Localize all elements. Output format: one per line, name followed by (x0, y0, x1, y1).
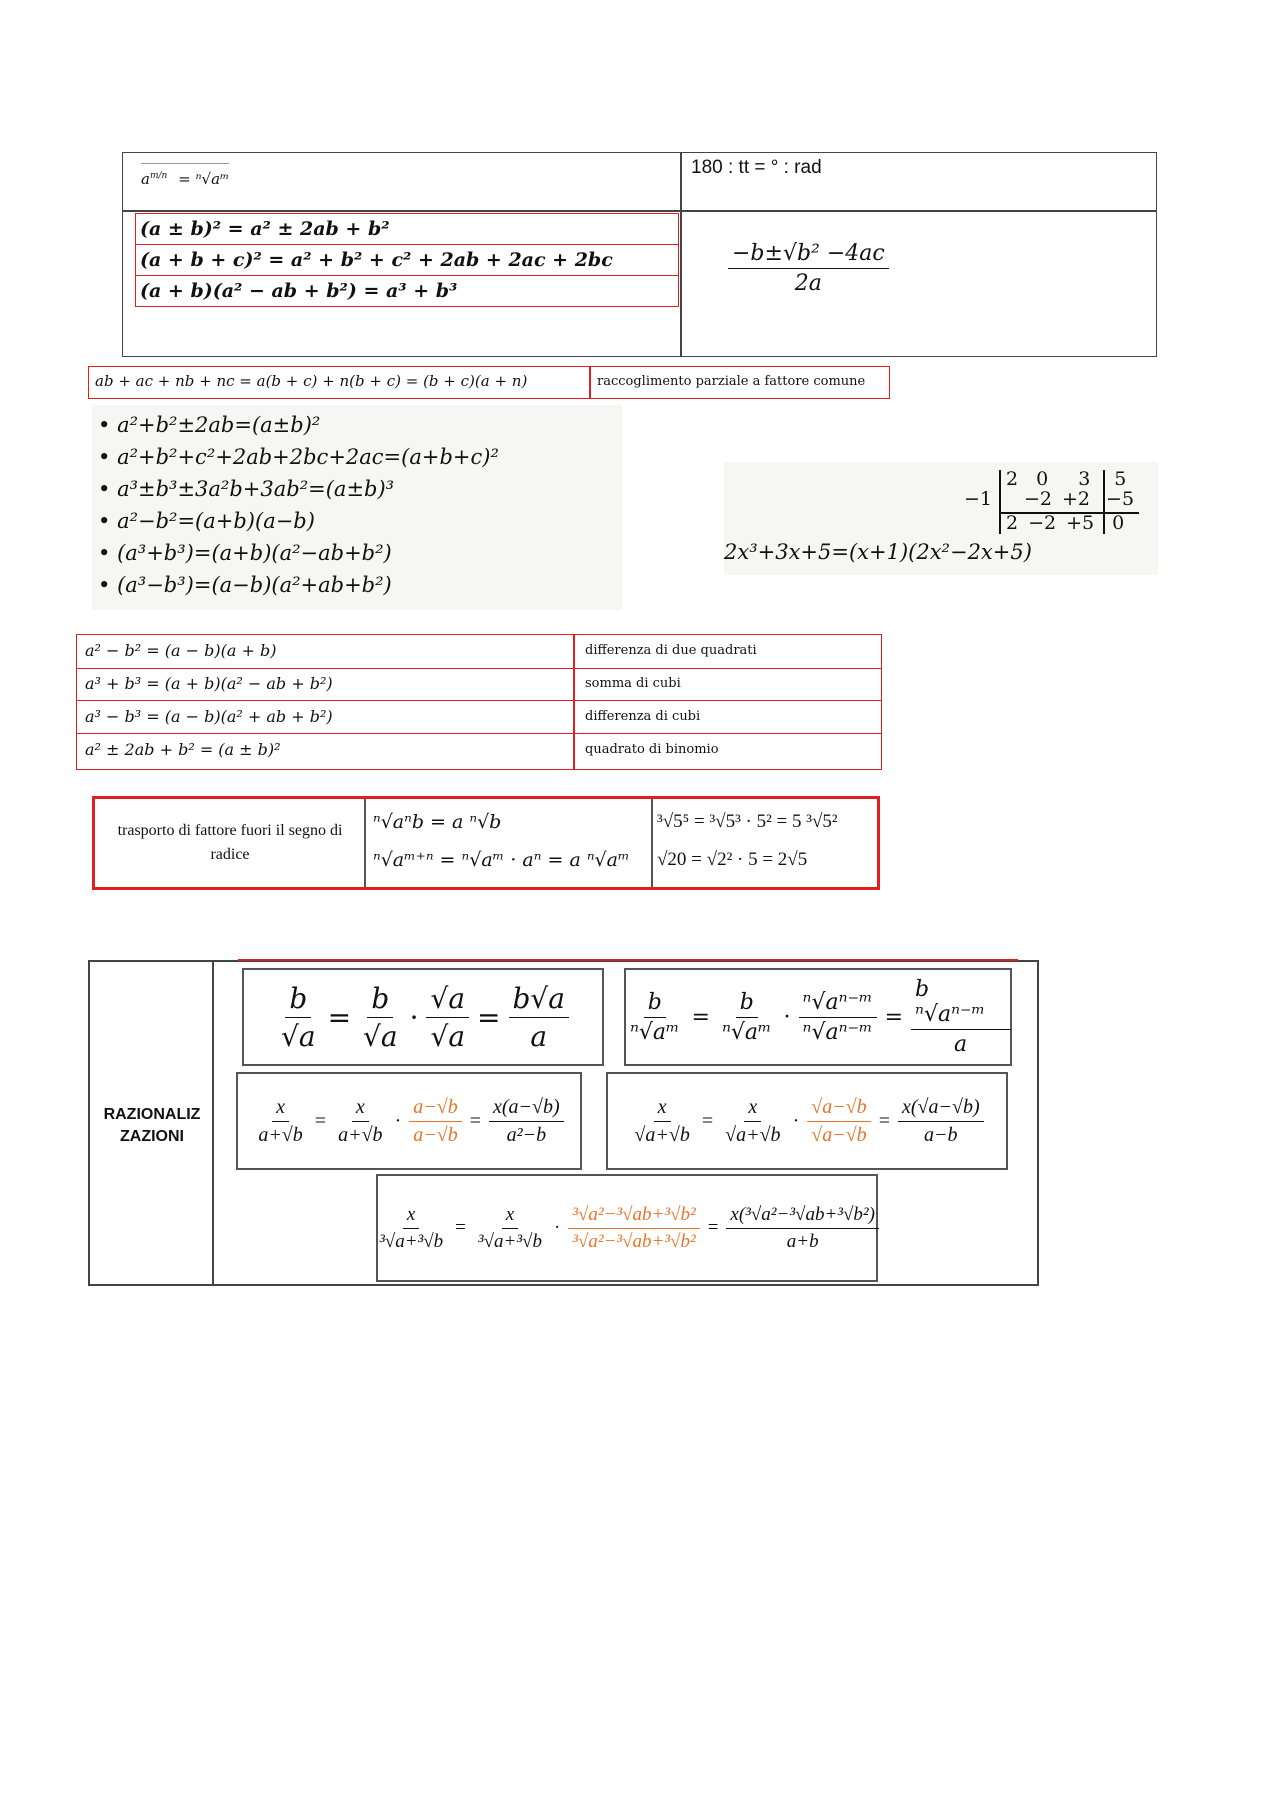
transport-rule2: ⁿ√aᵐ⁺ⁿ = ⁿ√aᵐ · aⁿ = a ⁿ√aᵐ (373, 849, 630, 871)
denominator: √a+√b (725, 1123, 781, 1146)
transport-div2 (651, 799, 653, 887)
numerator: x (352, 1096, 369, 1122)
angle-conversion: 180 : tt = ° : rad (691, 157, 822, 178)
grouping-label: raccoglimento parziale a fattore comune (597, 374, 866, 389)
denominator: ⁿ√aᵐ (721, 1019, 772, 1045)
denominator: a²−b (506, 1123, 547, 1146)
denominator: √a (430, 1019, 466, 1053)
numerator: x (654, 1096, 671, 1122)
denominator: a−√b (413, 1123, 458, 1146)
grouping-divider (589, 367, 591, 398)
grouping-row (88, 366, 890, 399)
transport-rule1: ⁿ√aⁿb = a ⁿ√b (373, 811, 502, 833)
factor-formula: a² ± 2ab + b² = (a ± b)² (85, 740, 281, 759)
factor-row (77, 668, 881, 701)
numerator: a−√b (409, 1096, 461, 1122)
ruffini-value: 0 (1112, 512, 1125, 534)
equals-sign: = (477, 1000, 501, 1034)
factor-name: quadrato di binomio (585, 742, 719, 757)
factor-formula: a³ + b³ = (a + b)(a² − ab + b²) (85, 674, 333, 693)
numerator: b (367, 982, 393, 1018)
power-root-lhs: a (141, 170, 150, 188)
transport-table (92, 796, 880, 890)
denominator: ³√a²−³√ab+³√b² (572, 1230, 696, 1252)
factor-name: differenza di due quadrati (585, 643, 757, 658)
equals-sign: = (314, 1109, 327, 1132)
equals-sign: = (455, 1217, 466, 1238)
top-table-hdivider (123, 210, 1156, 212)
factor-name: differenza di cubi (585, 709, 701, 724)
numerator: √a−√b (807, 1096, 870, 1122)
denominator: a−b (924, 1123, 958, 1146)
numerator: x (502, 1204, 518, 1229)
ruffini-value: −2 (1028, 512, 1057, 534)
ruffini-value: +5 (1066, 512, 1095, 534)
dot-operator: · (409, 1000, 419, 1034)
denominator: √a (281, 1019, 316, 1053)
factor-formula: a³ − b³ = (a − b)(a² + ab + b²) (85, 707, 333, 726)
equals-sign: = (327, 1000, 352, 1034)
fraction (375, 1204, 447, 1253)
numerator: ³√a²−³√ab+³√b² (568, 1204, 699, 1229)
factor-row (77, 701, 881, 734)
ruffini-value: +2 (1062, 488, 1091, 510)
product-item: (a + b)(a² − ab + b²) = a³ + b³ (135, 276, 679, 307)
grouping-formula: ab + ac + nb + nc = a(b + c) + n(b + c) = (b + c)(a + n) (95, 372, 528, 390)
denominator: a+√b (258, 1123, 303, 1146)
ruffini-row3 (1006, 512, 1124, 534)
numerator: x (744, 1096, 761, 1122)
fraction (626, 990, 684, 1045)
identity-item: • (a³−b³)=(a−b)(a²+ab+b²) (98, 573, 392, 597)
fraction (409, 1096, 461, 1147)
power-root-exponent: m/n (149, 171, 168, 181)
transport-div1 (364, 799, 366, 887)
numerator: √a (426, 982, 469, 1018)
ruffini-result: 2x³+3x+5=(x+1)(2x²−2x+5) (724, 540, 1032, 564)
identity-item: • a²+b²+c²+2ab+2bc+2ac=(a+b+c)² (98, 445, 499, 469)
equals-sign: = (691, 1004, 710, 1030)
rationalization-divider (212, 962, 214, 1284)
top-table-vdivider (680, 153, 682, 356)
product-item: (a ± b)² = a² ± 2ab + b² (135, 213, 679, 245)
numerator: b (285, 982, 311, 1018)
numerator: x(a−√b) (489, 1096, 564, 1122)
identity-text: a²+b²+c²+2ab+2bc+2ac=(a+b+c)² (117, 445, 499, 469)
fraction (568, 1204, 699, 1253)
ruffini-coef: 3 (1078, 468, 1091, 490)
identity-text: (a³+b³)=(a+b)(a²−ab+b²) (117, 541, 392, 565)
fraction (799, 990, 877, 1045)
identity-item: • a²+b²±2ab=(a±b)² (98, 413, 321, 437)
identity-item: • (a³+b³)=(a+b)(a²−ab+b²) (98, 541, 392, 565)
fraction (277, 982, 320, 1053)
quadratic-formula (728, 241, 889, 296)
ruffini-panel (724, 462, 1158, 575)
denominator: a+b (786, 1230, 819, 1252)
numerator: x(√a−√b) (898, 1096, 984, 1122)
identity-text: a²+b²±2ab=(a±b)² (117, 413, 321, 437)
fraction (254, 1096, 306, 1147)
numerator: x(³√a²−³√ab+³√b²) (726, 1204, 879, 1229)
identity-item: • a²−b²=(a+b)(a−b) (98, 509, 315, 533)
factor-row (77, 734, 881, 767)
equals-sign: = (707, 1217, 719, 1238)
fraction (718, 990, 776, 1045)
factor-name: somma di cubi (585, 676, 681, 691)
denominator: ³√a+³√b (477, 1230, 542, 1252)
fraction (426, 982, 469, 1053)
ruffini-row2 (1024, 488, 1134, 510)
denominator: √a−√b (811, 1123, 867, 1146)
ruffini-coef: 2 (1006, 468, 1019, 490)
fraction (807, 1096, 870, 1147)
fraction (334, 1096, 386, 1147)
ruffini-value: −5 (1106, 488, 1135, 510)
equals-sign: = (701, 1109, 714, 1132)
ruffini-divisor: −1 (964, 488, 993, 510)
identity-item: • a³±b³±3a²b+3ab²=(a±b)³ (98, 477, 395, 501)
fraction (630, 1096, 693, 1147)
dot-operator: · (783, 1004, 791, 1030)
rationalization-formula-4 (606, 1072, 1008, 1170)
fraction (359, 982, 402, 1053)
denominator: a+√b (338, 1123, 383, 1146)
dot-operator: · (394, 1109, 402, 1132)
rationalization-red-top (238, 959, 1018, 961)
denominator: ³√a+³√b (379, 1230, 444, 1252)
fraction (726, 1204, 879, 1253)
factor-table (76, 634, 882, 770)
factor-formula: a² − b² = (a − b)(a + b) (85, 641, 277, 660)
denominator: a (530, 1019, 548, 1053)
rationalization-formula-2 (624, 968, 1012, 1066)
fraction (898, 1096, 984, 1147)
transport-example1: ³√5⁵ = ³√5³ · 5² = 5 ³√5² (657, 811, 838, 832)
rationalization-formula-5 (376, 1174, 878, 1282)
ruffini-coef: 5 (1114, 468, 1127, 490)
numerator: b ⁿ√aⁿ⁻ᵐ (911, 977, 1010, 1030)
rationalization-formula-1 (242, 968, 604, 1066)
transport-example2: √20 = √2² · 5 = 2√5 (657, 849, 808, 870)
rationalization-formula-3 (236, 1072, 582, 1170)
power-root-formula (141, 163, 229, 188)
power-root-rhs: = ⁿ√aᵐ (178, 170, 230, 188)
ruffini-coef: 0 (1036, 468, 1049, 490)
fraction (489, 1096, 564, 1147)
equals-sign: = (878, 1109, 890, 1132)
numerator: b (644, 990, 666, 1018)
identities-panel (92, 405, 622, 610)
products-list (135, 213, 679, 307)
denominator: √a+√b (634, 1123, 690, 1146)
fraction (721, 1096, 784, 1147)
equals-sign: = (469, 1109, 481, 1132)
fraction (474, 1204, 546, 1253)
identities-list (92, 405, 622, 601)
numerator: x (403, 1204, 419, 1229)
denominator: ⁿ√aⁿ⁻ᵐ (802, 1019, 873, 1045)
dot-operator: · (792, 1109, 800, 1132)
quadratic-denominator: 2a (794, 271, 822, 296)
numerator: b (736, 990, 758, 1018)
fraction (509, 982, 569, 1053)
numerator: x (272, 1096, 289, 1122)
identity-text: a²−b²=(a+b)(a−b) (117, 509, 315, 533)
transport-label: trasporto di fattore fuori il segno di radice (117, 822, 343, 863)
top-table (122, 152, 1157, 357)
numerator: b√a (509, 982, 569, 1018)
identity-text: a³±b³±3a²b+3ab²=(a±b)³ (117, 477, 395, 501)
equals-sign: = (884, 1004, 904, 1030)
denominator: √a (363, 1019, 398, 1053)
ruffini-value: −2 (1024, 488, 1053, 510)
rationalization-label: RAZIONALIZ ZAZIONI (103, 1106, 201, 1145)
quadratic-numerator: −b±√b² −4ac (728, 241, 889, 269)
denominator: ⁿ√aᵐ (630, 1019, 680, 1045)
denominator: a (953, 1032, 968, 1057)
ruffini-value: 2 (1006, 512, 1019, 534)
fraction (911, 977, 1010, 1057)
numerator: ⁿ√aⁿ⁻ᵐ (799, 990, 877, 1018)
product-item: (a + b + c)² = a² + b² + c² + 2ab + 2ac + 2bc (135, 245, 679, 276)
ruffini-row1 (1006, 468, 1126, 490)
rationalization-table (88, 960, 1039, 1286)
identity-text: (a³−b³)=(a−b)(a²+ab+b²) (117, 573, 392, 597)
factor-row (77, 635, 881, 669)
dot-operator: · (553, 1217, 561, 1238)
ruffini-vline (999, 470, 1001, 534)
